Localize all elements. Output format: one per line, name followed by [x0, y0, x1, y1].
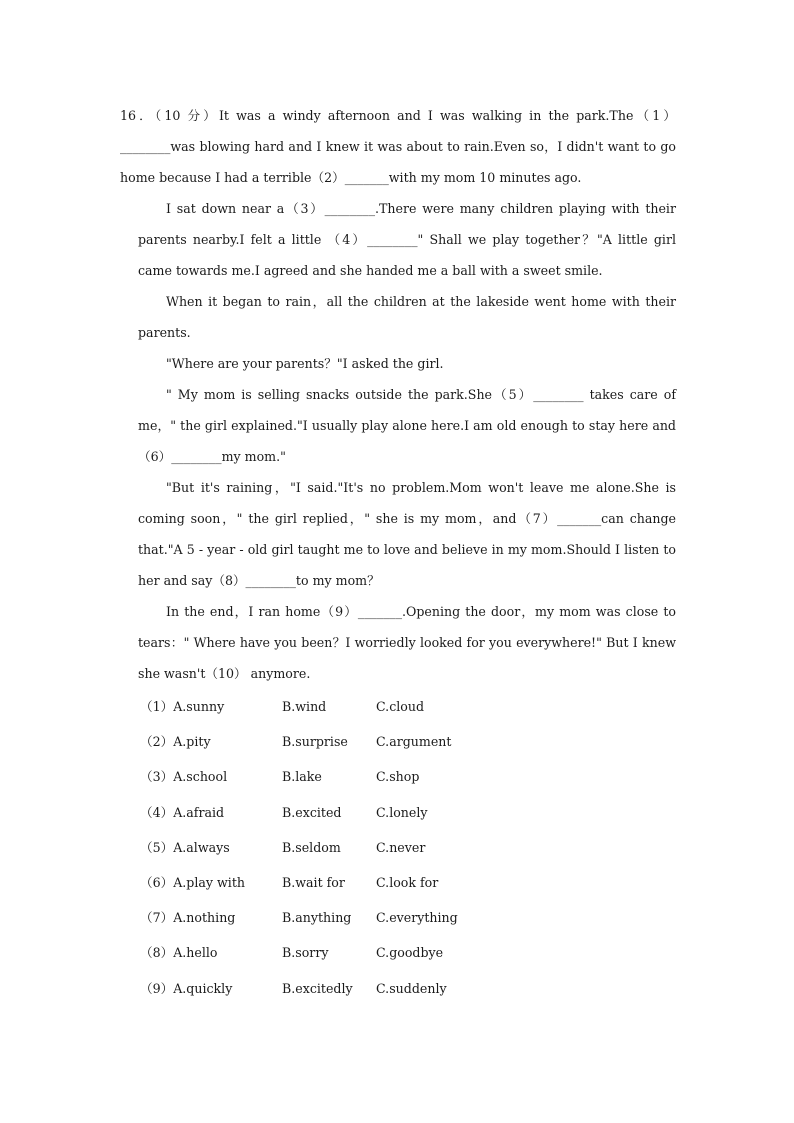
option-b: B.anything	[282, 910, 352, 926]
passage-paragraph-4: "Where are your parents？"I asked the girl.	[166, 356, 444, 371]
option-c: C.never	[376, 839, 426, 855]
paragraph-text: It was a windy afternoon and I was walking in the park.The（1）________was blowing hard and I knew it was about to rain.Even so，I didn't want to go home because I had a terrible（2）_______with my mom 10 minutes ago.	[120, 108, 676, 185]
question-number: 16．	[120, 108, 155, 123]
option-b: B.sorry	[282, 945, 329, 961]
option-a: （2）A.pity	[140, 734, 211, 750]
option-a: （9）A.quickly	[140, 980, 233, 996]
option-a: （3）A.school	[140, 769, 228, 785]
passage-paragraph-1	[120, 100, 676, 193]
option-b: B.lake	[282, 769, 322, 785]
option-a: （6）A.play with	[140, 874, 245, 890]
passage-paragraph-3: When it began to rain，all the children at the lakeside went home with their parents.	[138, 294, 676, 340]
option-c: C.shop	[376, 769, 420, 785]
option-b: B.wind	[282, 699, 327, 714]
question-points: （10 分）	[154, 108, 219, 123]
option-a: （1）A.sunny	[140, 699, 225, 714]
option-b: B.seldom	[282, 839, 341, 855]
option-b: B.wait for	[282, 874, 345, 890]
option-a: （8）A.hello	[140, 945, 218, 961]
option-b: B.surprise	[282, 734, 348, 750]
option-c: C.argument	[376, 734, 452, 750]
option-b: B.excitedly	[282, 980, 353, 996]
passage-paragraph-7: In the end，I ran home（9）_______.Opening the door，my mom was close to tears：" Where have you been？I worriedly looked for you everywhere!" But I knew she wasn't（10） anymore.	[138, 604, 676, 681]
option-a: （4）A.afraid	[140, 804, 225, 820]
option-c: C.suddenly	[376, 980, 447, 996]
option-c: C.cloud	[376, 699, 425, 714]
option-c: C.look for	[376, 874, 439, 890]
option-a: （5）A.always	[140, 839, 230, 855]
option-c: C.goodbye	[376, 945, 444, 961]
cloze-passage	[120, 100, 676, 689]
option-a: （7）A.nothing	[140, 910, 236, 926]
passage-paragraph-6: "But it's raining，"I said."It's no problem.Mom won't leave me alone.She is coming soon，" the girl replied，" she is my mom，and（7）_______can change that."A 5 - year - old girl taught me to love and believe in my mom.Should I listen to her and say（8）________to my mom？	[138, 480, 676, 588]
option-c: C.everything	[376, 910, 458, 926]
passage-paragraph-5: " My mom is selling snacks outside the park.She（5）________ takes care of me，" the girl explained."I usually play alone here.I am old enough to stay here and（6）________my mom."	[138, 387, 676, 464]
option-b: B.excited	[282, 804, 342, 820]
option-c: C.lonely	[376, 804, 428, 820]
passage-paragraph-2: I sat down near a（3）________.There were many children playing with their parents nearby.I felt a little （4）________" Shall we play together？"A little girl came towards me.I agreed and she handed me a ball with a sweet smile.	[138, 201, 676, 278]
